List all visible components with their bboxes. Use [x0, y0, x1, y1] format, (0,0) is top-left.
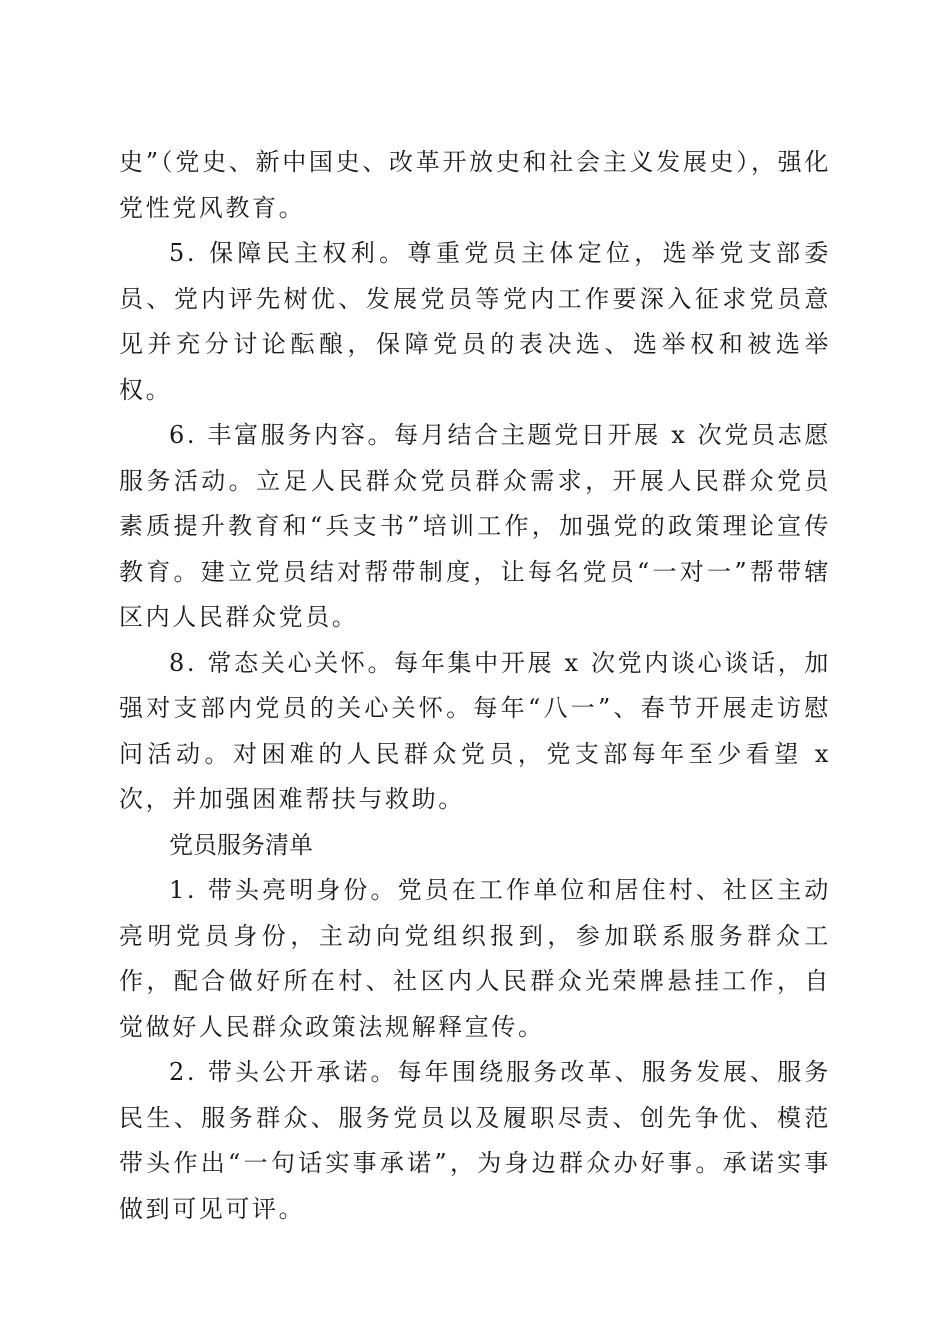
document-body: [119, 140, 831, 1232]
paragraph-item-5: 5. 保障民主权利。尊重党员主体定位，选举党支部委员、党内评先树优、发展党员等党内工作要深入征求党员意见并充分讨论酝酿，保障党员的表决选、选举权和被选举权。: [119, 239, 831, 404]
service-item-2: 2. 带头公开承诺。每年围绕服务改革、服务发展、服务民生、服务群众、服务党员以及履职尽责、创先争优、模范带头作出“一句话实事承诺”，为身边群众办好事。承诺实事做到可见可评。: [119, 1058, 831, 1223]
paragraph-item-6: 6. 丰富服务内容。每月结合主题党日开展 x 次党员志愿服务活动。立足人民群众党员群众需求，开展人民群众党员素质提升教育和“兵支书”培训工作，加强党的政策理论宣传教育。建立党员结对帮带制度，让每名党员“一对一”帮带辖区内人民群众党员。: [119, 421, 831, 631]
section-heading: 党员服务清单: [169, 830, 313, 859]
paragraph-item-8: 8. 常态关心关怀。每年集中开展 x 次党内谈心谈话，加强对支部内党员的关心关怀。每年“八一”、春节开展走访慰问活动。对困难的人民群众党员，党支部每年至少看望 x 次，并加强困难帮扶与救助。: [119, 648, 831, 813]
paragraph-continuation: 史”（党史、新中国史、改革开放史和社会主义发展史），强化党性党风教育。: [119, 148, 831, 222]
service-item-1: 1. 带头亮明身份。党员在工作单位和居住村、社区主动亮明党员身份，主动向党组织报到，参加联系服务群众工作，配合做好所在村、社区内人民群众光荣牌悬挂工作，自觉做好人民群众政策法规解释宣传。: [119, 876, 831, 1041]
